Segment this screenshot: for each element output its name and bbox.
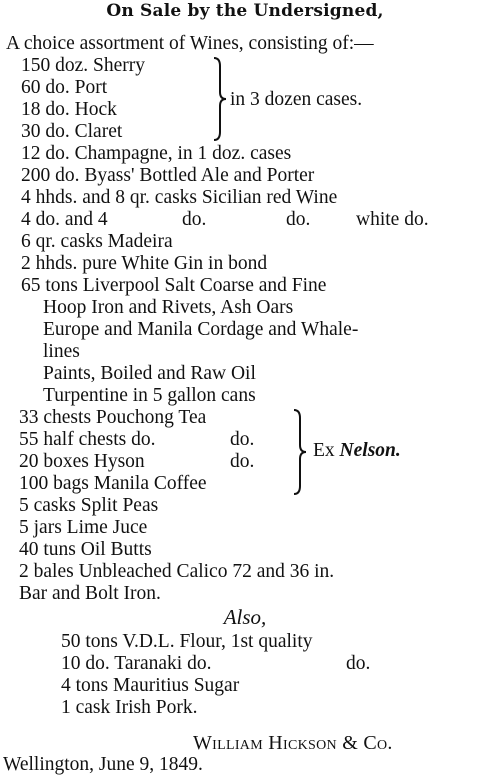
tea-item: 100 bags Manila Coffee — [19, 473, 207, 494]
sub-item: lines — [43, 341, 80, 362]
stock-item: Bar and Bolt Iron. — [19, 583, 161, 604]
ditto-mark: do. — [346, 653, 371, 674]
ditto-mark: do. — [230, 451, 255, 472]
sub-item: Europe and Manila Cordage and Whale- — [43, 319, 359, 340]
stock-item: 12 do. Champagne, in 1 doz. cases — [21, 143, 292, 164]
right-brace-icon — [292, 408, 308, 496]
wine-item: 150 doz. Sherry — [21, 55, 146, 76]
also-item: 1 cask Irish Pork. — [61, 697, 198, 718]
stock-item: 5 casks Split Peas — [19, 495, 159, 516]
stock-item: 65 tons Liverpool Salt Coarse and Fine — [21, 275, 327, 296]
stock-item: 40 tuns Oil Butts — [19, 539, 152, 560]
tea-group-label — [313, 440, 401, 462]
sub-item: Paints, Boiled and Raw Oil — [43, 363, 256, 384]
signature: William Hickson & Co. — [193, 732, 393, 754]
tea-item: 20 boxes Hyson — [19, 451, 145, 472]
sub-item: Hoop Iron and Rivets, Ash Oars — [43, 297, 294, 318]
stock-item: 2 bales Unbleached Calico 72 and 36 in. — [19, 561, 335, 582]
stock-item: 6 qr. casks Madeira — [21, 231, 173, 252]
ex-label: Ex — [313, 440, 335, 461]
intro-line: A choice assortment of Wines, consisting of:— — [6, 33, 374, 54]
stock-item: 200 do. Byass' Bottled Ale and Porter — [21, 165, 315, 186]
stock-item: 4 hhds. and 8 qr. casks Sicilian red Wine — [21, 187, 338, 208]
ditto-mark: do. — [182, 209, 207, 230]
tea-item: 33 chests Pouchong Tea — [19, 407, 207, 428]
right-brace-icon — [212, 56, 228, 142]
wine-item: 60 do. Port — [21, 77, 108, 98]
stock-item: 5 jars Lime Juce — [19, 517, 148, 538]
ship-name: Nelson. — [339, 440, 401, 461]
also-heading: Also, — [223, 605, 267, 629]
ad-title: On Sale by the Undersigned, — [106, 1, 384, 21]
stock-item-qty: 4 do. and 4 — [21, 209, 108, 230]
also-item: 4 tons Mauritius Sugar — [61, 675, 240, 696]
stock-item-desc: white do. — [356, 209, 429, 230]
tea-item: 55 half chests do. — [19, 429, 156, 450]
sub-item: Turpentine in 5 gallon cans — [43, 385, 256, 406]
wines-group-label: in 3 dozen cases. — [230, 89, 363, 110]
ditto-mark: do. — [286, 209, 311, 230]
ditto-mark: do. — [230, 429, 255, 450]
also-item: 50 tons V.D.L. Flour, 1st quality — [61, 631, 313, 652]
also-item: 10 do. Taranaki do. — [61, 653, 212, 674]
stock-item: 2 hhds. pure White Gin in bond — [21, 253, 268, 274]
wine-item: 30 do. Claret — [21, 121, 123, 142]
dateline: Wellington, June 9, 1849. — [3, 754, 203, 775]
wine-item: 18 do. Hock — [21, 99, 117, 120]
